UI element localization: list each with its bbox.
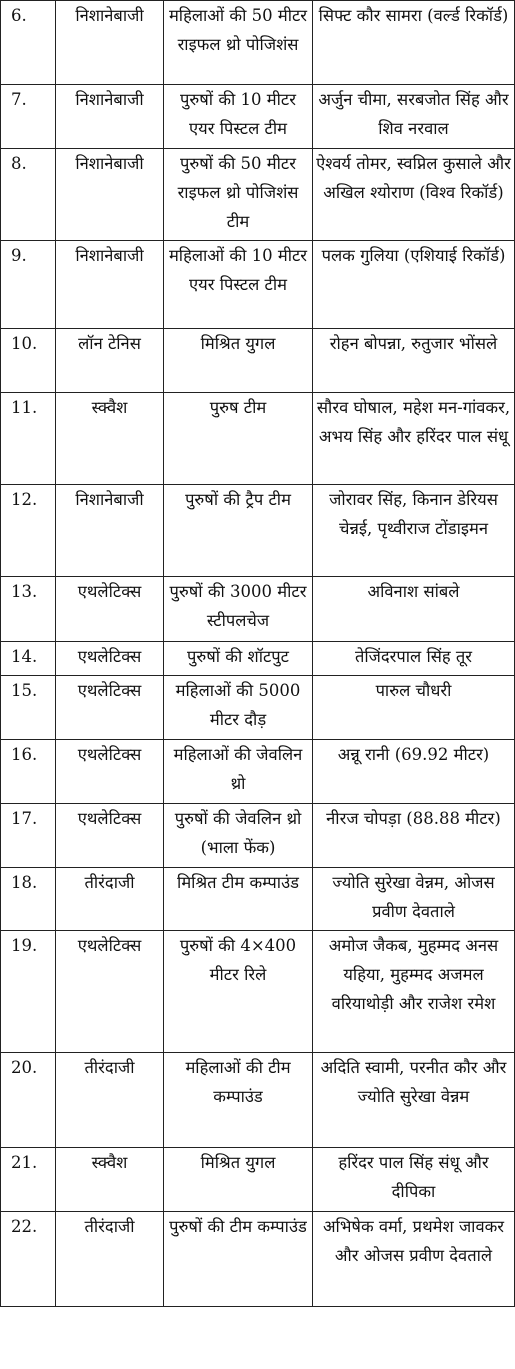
sport-cell: तीरंदाजी: [56, 868, 164, 931]
table-row: [1, 1053, 515, 1148]
event-cell: पुरुषों की टीम कम्पाउंड: [164, 1212, 313, 1307]
row-number: 14.: [1, 642, 56, 676]
sport-cell: एथलेटिक्स: [56, 577, 164, 642]
event-cell: महिलाओं की टीम कम्पाउंड: [164, 1053, 313, 1148]
event-cell: महिलाओं की जेवलिन थ्रो: [164, 740, 313, 804]
sport-cell: एथलेटिक्स: [56, 931, 164, 1053]
event-cell: मिश्रित युगल: [164, 1148, 313, 1212]
sport-cell: एथलेटिक्स: [56, 804, 164, 868]
winner-cell: नीरज चोपड़ा (88.88 मीटर): [313, 804, 515, 868]
winner-cell: पारुल चौधरी: [313, 676, 515, 740]
row-number: 7.: [1, 85, 56, 149]
row-number: 18.: [1, 868, 56, 931]
event-cell: पुरुषों की 50 मीटर राइफल थ्रो पोजिशंस टीम: [164, 149, 313, 241]
row-number: 22.: [1, 1212, 56, 1307]
event-cell: मिश्रित टीम कम्पाउंड: [164, 868, 313, 931]
table-row: [1, 393, 515, 485]
sport-cell: निशानेबाजी: [56, 485, 164, 577]
row-number: 17.: [1, 804, 56, 868]
row-number: 12.: [1, 485, 56, 577]
table-row: [1, 149, 515, 241]
row-number: 13.: [1, 577, 56, 642]
event-cell: महिलाओं की 50 मीटर राइफल थ्रो पोजिशंस: [164, 1, 313, 85]
row-number: 15.: [1, 676, 56, 740]
event-cell: पुरुष टीम: [164, 393, 313, 485]
sport-cell: एथलेटिक्स: [56, 642, 164, 676]
table-row: [1, 485, 515, 577]
table-row: [1, 676, 515, 740]
winner-cell: सिफ्ट कौर सामरा (वर्ल्ड रिकॉर्ड): [313, 1, 515, 85]
winner-cell: ऐश्वर्य तोमर, स्वप्निल कुसाले और अखिल श्योराण (विश्व रिकॉर्ड): [313, 149, 515, 241]
winner-cell: हरिंदर पाल सिंह संधू और दीपिका: [313, 1148, 515, 1212]
row-number: 9.: [1, 241, 56, 329]
row-number: 6.: [1, 1, 56, 85]
event-cell: महिलाओं की 5000 मीटर दौड़: [164, 676, 313, 740]
row-number: 21.: [1, 1148, 56, 1212]
table-row: [1, 1, 515, 85]
sport-cell: स्क्वैश: [56, 1148, 164, 1212]
row-number: 16.: [1, 740, 56, 804]
winner-cell: अविनाश सांबले: [313, 577, 515, 642]
sport-cell: निशानेबाजी: [56, 241, 164, 329]
row-number: 20.: [1, 1053, 56, 1148]
event-cell: पुरुषों की 4×400 मीटर रिले: [164, 931, 313, 1053]
sport-cell: तीरंदाजी: [56, 1053, 164, 1148]
winner-cell: अदिति स्वामी, परनीत कौर और ज्योति सुरेखा वेन्नम: [313, 1053, 515, 1148]
sport-cell: निशानेबाजी: [56, 85, 164, 149]
event-cell: महिलाओं की 10 मीटर एयर पिस्टल टीम: [164, 241, 313, 329]
event-cell: मिश्रित युगल: [164, 329, 313, 393]
row-number: 11.: [1, 393, 56, 485]
winner-cell: अन्नू रानी (69.92 मीटर): [313, 740, 515, 804]
table-row: [1, 1148, 515, 1212]
winner-cell: तेजिंदरपाल सिंह तूर: [313, 642, 515, 676]
table-row: [1, 642, 515, 676]
event-cell: पुरुषों की 10 मीटर एयर पिस्टल टीम: [164, 85, 313, 149]
table-row: [1, 577, 515, 642]
sport-cell: निशानेबाजी: [56, 149, 164, 241]
winner-cell: ज्योति सुरेखा वेन्नम, ओजस प्रवीण देवताले: [313, 868, 515, 931]
winner-cell: रोहन बोपन्ना, रुतुजार भोंसले: [313, 329, 515, 393]
table-row: [1, 740, 515, 804]
sport-cell: एथलेटिक्स: [56, 676, 164, 740]
sport-cell: एथलेटिक्स: [56, 740, 164, 804]
event-cell: पुरुषों की जेवलिन थ्रो (भाला फेंक): [164, 804, 313, 868]
winner-cell: अमोज जैकब, मुहम्मद अनस यहिया, मुहम्मद अजमल वरियाथोड़ी और राजेश रमेश: [313, 931, 515, 1053]
sport-cell: लॉन टेनिस: [56, 329, 164, 393]
winner-cell: जोरावर सिंह, किनान डेरियस चेन्नई, पृथ्वीराज टोंडाइमन: [313, 485, 515, 577]
event-cell: पुरुषों की शॉटपुट: [164, 642, 313, 676]
table-row: [1, 868, 515, 931]
winner-cell: अभिषेक वर्मा, प्रथमेश जावकर और ओजस प्रवीण देवताले: [313, 1212, 515, 1307]
row-number: 8.: [1, 149, 56, 241]
table-row: [1, 931, 515, 1053]
winner-cell: सौरव घोषाल, महेश मन-गांवकर, अभय सिंह और हरिंदर पाल संधू: [313, 393, 515, 485]
sport-cell: तीरंदाजी: [56, 1212, 164, 1307]
table-row: [1, 804, 515, 868]
table-row: [1, 329, 515, 393]
sport-cell: निशानेबाजी: [56, 1, 164, 85]
table-row: [1, 85, 515, 149]
table-row: [1, 241, 515, 329]
event-cell: पुरुषों की 3000 मीटर स्टीपलचेज: [164, 577, 313, 642]
winner-cell: पलक गुलिया (एशियाई रिकॉर्ड): [313, 241, 515, 329]
event-cell: पुरुषों की ट्रैप टीम: [164, 485, 313, 577]
table-row: [1, 1212, 515, 1307]
row-number: 10.: [1, 329, 56, 393]
winner-cell: अर्जुन चीमा, सरबजोत सिंह और शिव नरवाल: [313, 85, 515, 149]
sport-cell: स्क्वैश: [56, 393, 164, 485]
row-number: 19.: [1, 931, 56, 1053]
